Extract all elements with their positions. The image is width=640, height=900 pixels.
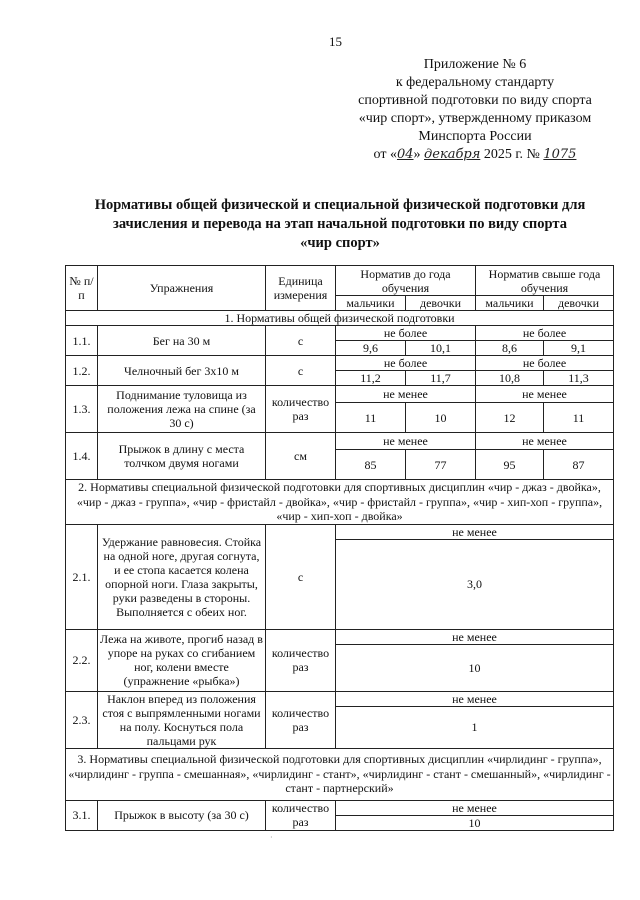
norm-value: 10	[336, 815, 614, 830]
exercise-name: Наклон вперед из положения стоя с выпрямленными ногами на полу. Коснуться пола пальцами рук	[98, 691, 266, 748]
standards-table	[65, 265, 614, 831]
table-row	[66, 629, 614, 644]
table-row	[66, 800, 614, 815]
appendix-line: спортивной подготовки по виду спорта	[358, 93, 592, 108]
norm-value: 3,0	[336, 539, 614, 629]
row-number: 3.1.	[66, 800, 98, 830]
row-number: 2.1.	[66, 524, 98, 629]
table-row	[66, 691, 614, 707]
date-prefix: от «	[373, 147, 397, 162]
unit: количество раз	[266, 629, 336, 691]
unit: количество раз	[266, 800, 336, 830]
header-boys: мальчики	[336, 296, 406, 311]
condition: не более	[476, 356, 614, 371]
norm-value: 10,8	[476, 371, 544, 386]
unit: с	[266, 326, 336, 356]
handwritten-day: 04	[396, 147, 414, 162]
norm-value: 8,6	[476, 341, 544, 356]
page-number: 15	[329, 34, 342, 49]
table-row	[66, 433, 614, 450]
title-line: Нормативы общей физической и специальной физической подготовки для	[94, 197, 586, 213]
row-number: 2.3.	[66, 691, 98, 748]
section-heading: 1. Нормативы общей физической подготовки	[66, 311, 614, 326]
appendix-line: «чир спорт», утвержденному приказом	[358, 111, 592, 126]
norm-value: 77	[406, 450, 476, 480]
norm-value: 10	[406, 403, 476, 433]
row-number: 1.3.	[66, 386, 98, 433]
section-heading: 2. Нормативы специальной физической подготовки для спортивных дисциплин «чир - джаз - двойка», «чир - джаз - группа», «чир - фристайл - двойка», «чир - фристайл - группа», «чир - хип-хоп - группа», «чир - хип-хоп - двойка»	[66, 480, 614, 525]
table-row	[66, 326, 614, 341]
unit: количество раз	[266, 691, 336, 748]
order-date-line	[330, 146, 620, 164]
appendix-line: Минспорта России	[418, 129, 532, 144]
row-number: 2.2.	[66, 629, 98, 691]
appendix-line: Приложение № 6	[423, 57, 527, 72]
condition: не более	[336, 356, 476, 371]
table-row	[66, 356, 614, 371]
condition: не более	[336, 326, 476, 341]
header-unit: Единица измерения	[266, 266, 336, 311]
norm-value: 9,1	[544, 341, 614, 356]
norm-value: 9,6	[336, 341, 406, 356]
norm-value: 12	[476, 403, 544, 433]
section-heading: 3. Нормативы специальной физической подготовки для спортивных дисциплин «чирлидинг - группа», «чирлидинг - группа - смешанная», «чирлидинг - стант», «чирлидинг - стант - смешанный», «чирлидинг - стант - партнерский»	[66, 748, 614, 800]
exercise-name: Прыжок в высоту (за 30 с)	[98, 800, 266, 830]
header-num: № п/п	[66, 266, 98, 311]
order-year: 2025 г. №	[483, 147, 540, 162]
condition: не менее	[336, 433, 476, 450]
header-group2: Норматив свыше года обучения	[476, 266, 614, 296]
norm-value: 95	[476, 450, 544, 480]
condition: не менее	[336, 691, 614, 707]
header-boys: мальчики	[476, 296, 544, 311]
exercise-name: Челночный бег 3х10 м	[98, 356, 266, 386]
condition: не менее	[336, 800, 614, 815]
norm-value: 1	[336, 707, 614, 748]
unit: с	[266, 524, 336, 629]
scan-speck: ·	[270, 833, 273, 842]
norm-value: 11	[544, 403, 614, 433]
norm-value: 11,7	[406, 371, 476, 386]
header-girls: девочки	[544, 296, 614, 311]
exercise-name: Прыжок в длину с места толчком двумя ногами	[98, 433, 266, 480]
condition: не менее	[336, 524, 614, 539]
title-line: зачисления и перевода на этап начальной подготовки по виду спорта	[113, 216, 567, 232]
row-number: 1.1.	[66, 326, 98, 356]
exercise-name: Лежа на животе, прогиб назад в упоре на руках со сгибанием ног, колени вместе (упражнение «рыбка»)	[98, 629, 266, 691]
table-row	[66, 386, 614, 403]
document-title	[60, 196, 620, 253]
condition: не менее	[476, 386, 614, 403]
header-exercise: Упражнения	[98, 266, 266, 311]
appendix-header	[330, 56, 620, 164]
row-number: 1.2.	[66, 356, 98, 386]
condition: не менее	[476, 433, 614, 450]
condition: не менее	[336, 386, 476, 403]
header-group1: Норматив до года обучения	[336, 266, 476, 296]
unit: количество раз	[266, 386, 336, 433]
unit: с	[266, 356, 336, 386]
table-row	[66, 524, 614, 539]
norm-value: 10,1	[406, 341, 476, 356]
norm-value: 87	[544, 450, 614, 480]
row-number: 1.4.	[66, 433, 98, 480]
title-line: «чир спорт»	[300, 235, 380, 251]
condition: не более	[476, 326, 614, 341]
norm-value: 10	[336, 644, 614, 691]
norm-value: 85	[336, 450, 406, 480]
exercise-name: Поднимание туловища из положения лежа на спине (за 30 с)	[98, 386, 266, 433]
exercise-name: Удержание равновесия. Стойка на одной ноге, другая согнута, и ее стопа касается колена опорной ноги. Глаза закрыты, руки разведены в стороны. Выполняется с обеих ног.	[98, 524, 266, 629]
norm-value: 11	[336, 403, 406, 433]
date-close: »	[413, 147, 421, 162]
condition: не менее	[336, 629, 614, 644]
handwritten-number: 1075	[543, 147, 577, 162]
exercise-name: Бег на 30 м	[98, 326, 266, 356]
norm-value: 11,3	[544, 371, 614, 386]
header-girls: девочки	[406, 296, 476, 311]
appendix-line: к федеральному стандарту	[395, 75, 555, 90]
handwritten-month: декабря	[424, 147, 481, 162]
norm-value: 11,2	[336, 371, 406, 386]
unit: см	[266, 433, 336, 480]
